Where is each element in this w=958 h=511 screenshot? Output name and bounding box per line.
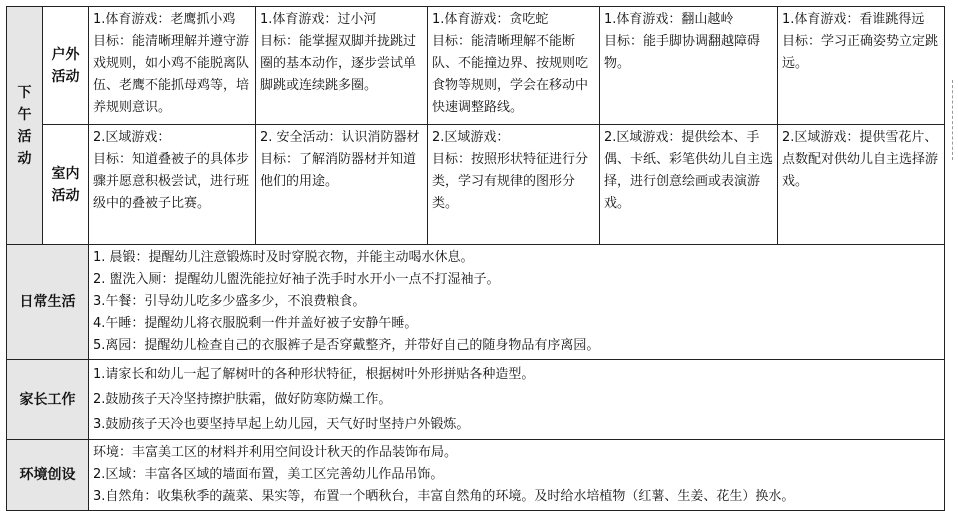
indoor-activity-tue: 2. 安全活动：认识消防器材 目标：了解消防器材并知道他们的用途。 <box>256 125 428 245</box>
list-item: 3.鼓励孩子天冷也要坚持早起上幼儿园，天气好时坚持户外锻炼。 <box>93 417 470 432</box>
afternoon-indoor-row <box>7 125 945 245</box>
outdoor-activity-tue: 1.体育游戏：过小河 目标：能掌握双脚并拢跳过圈的基本动作，逐步尝试单脚跳或连续跳多圈。 <box>256 7 428 125</box>
list-item: 2.鼓励孩子天冷坚持擦护肤霜，做好防寒防燥工作。 <box>93 392 392 407</box>
parent-work-row <box>7 360 945 440</box>
indoor-activity-wed: 2.区域游戏： 目标：按照形状特征进行分类，学习有规律的图形分类。 <box>428 125 600 245</box>
list-item: 5.离园：提醒幼儿检查自己的衣服裤子是否穿戴整齐，并带好自己的随身物品有序离园。 <box>93 338 600 353</box>
outdoor-activity-label: 户外 活动 <box>43 7 89 125</box>
indoor-activity-thu: 2.区域游戏：提供绘本、手偶、卡纸、彩笔供幼儿自主选择，进行创意绘画或表演游戏。 <box>600 125 778 245</box>
daily-life-label: 日常生活 <box>7 245 89 360</box>
list-item: 4.午睡：提醒幼儿将衣服脱剩一件并盖好被子安静午睡。 <box>93 316 418 331</box>
outdoor-activity-wed: 1.体育游戏：贪吃蛇 目标：能清晰理解不能断队、不能撞边界、按规则吃食物等规则，学会在移动中快速调整路线。 <box>428 7 600 125</box>
list-item: 2.区域：丰富各区域的墙面布置，美工区完善幼儿作品吊饰。 <box>93 467 444 482</box>
outdoor-activity-fri: 1.体育游戏：看谁跳得远 目标：学习正确姿势立定跳远。 <box>778 7 945 125</box>
parent-work-content <box>89 360 945 440</box>
daily-life-row <box>7 245 945 360</box>
indoor-activity-label: 室内 活动 <box>43 125 89 245</box>
list-item: 2. 盥洗入厕：提醒幼儿盥洗能拉好袖子洗手时水开小一点不打湿袖子。 <box>93 272 500 287</box>
list-item: 3.午餐：引导幼儿吃多少盛多少，不浪费粮食。 <box>93 294 366 309</box>
list-item: 1.请家长和幼儿一起了解树叶的各种形状特征，根据树叶外形拼贴各种造型。 <box>93 367 535 382</box>
weekly-plan-table <box>6 6 945 511</box>
parent-work-label: 家长工作 <box>7 360 89 440</box>
indoor-activity-mon: 2.区域游戏： 目标：知道叠被子的具体步骤并愿意积极尝试，进行班级中的叠被子比赛。 <box>89 125 256 245</box>
daily-life-content <box>89 245 945 360</box>
outdoor-activity-mon: 1.体育游戏：老鹰抓小鸡 目标：能清晰理解并遵守游戏规则，如小鸡不能脱离队伍、老鹰不能抓母鸡等，培养规则意识。 <box>89 7 256 125</box>
afternoon-header: 下 午 活 动 <box>7 7 43 245</box>
list-item: 3.自然角：收集秋季的蔬菜、果实等，布置一个晒秋台，丰富自然角的环境。及时给水培植物（红薯、生姜、花生）换水。 <box>93 489 795 504</box>
list-item: 1. 晨锻：提醒幼儿注意锻炼时及时穿脱衣物，并能主动喝水休息。 <box>93 250 474 265</box>
environment-row <box>7 440 945 511</box>
environment-label: 环境创设 <box>7 440 89 511</box>
page-edge-marker <box>952 80 954 160</box>
outdoor-activity-thu: 1.体育游戏：翻山越岭 目标：能手脚协调翻越障碍物。 <box>600 7 778 125</box>
indoor-activity-fri: 2.区域游戏：提供雪花片、点数配对供幼儿自主选择游戏。 <box>778 125 945 245</box>
afternoon-outdoor-row <box>7 7 945 125</box>
list-item: 环境：丰富美工区的材料并利用空间设计秋天的作品装饰布局。 <box>93 445 458 460</box>
environment-content <box>89 440 945 511</box>
